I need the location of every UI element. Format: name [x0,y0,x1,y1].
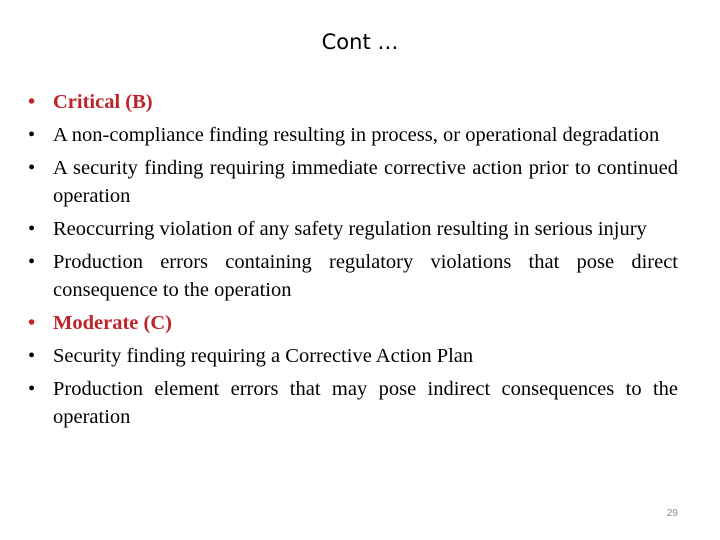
bullet-text: Production errors containing regulatory violations that pose direct consequence to the operation [53,251,678,301]
bullet-icon: • [28,312,36,334]
bullet-text: A non-compliance finding resulting in process, or operational degradation [53,124,660,146]
bullet-text: Production element errors that may pose indirect consequences to the operation [53,378,678,428]
bullet-text: Reoccurring violation of any safety regulation resulting in serious injury [53,218,647,240]
bullet-item-moderate-heading [28,309,678,337]
bullet-item [28,154,678,210]
bullet-icon: • [28,124,36,146]
bullet-icon: • [28,91,36,113]
bullet-icon: • [28,378,36,400]
bullet-icon: • [28,345,36,367]
bullet-text: Security finding requiring a Corrective Action Plan [53,345,474,367]
bullet-icon: • [28,251,36,273]
bullet-item [28,121,678,149]
page-number: 29 [666,508,678,519]
bullet-item [28,215,678,243]
bullet-item [28,342,678,370]
bullet-icon: • [28,157,36,179]
slide-title: Cont … [321,30,399,54]
bullet-item [28,375,678,431]
bullet-item [28,248,678,304]
bullet-text: Critical (B) [53,91,153,113]
bullet-text: A security finding requiring immediate corrective action prior to continued operation [53,157,678,207]
bullet-list [28,88,678,436]
bullet-icon: • [28,218,36,240]
bullet-text: Moderate (C) [53,312,172,334]
bullet-item-critical-heading [28,88,678,116]
